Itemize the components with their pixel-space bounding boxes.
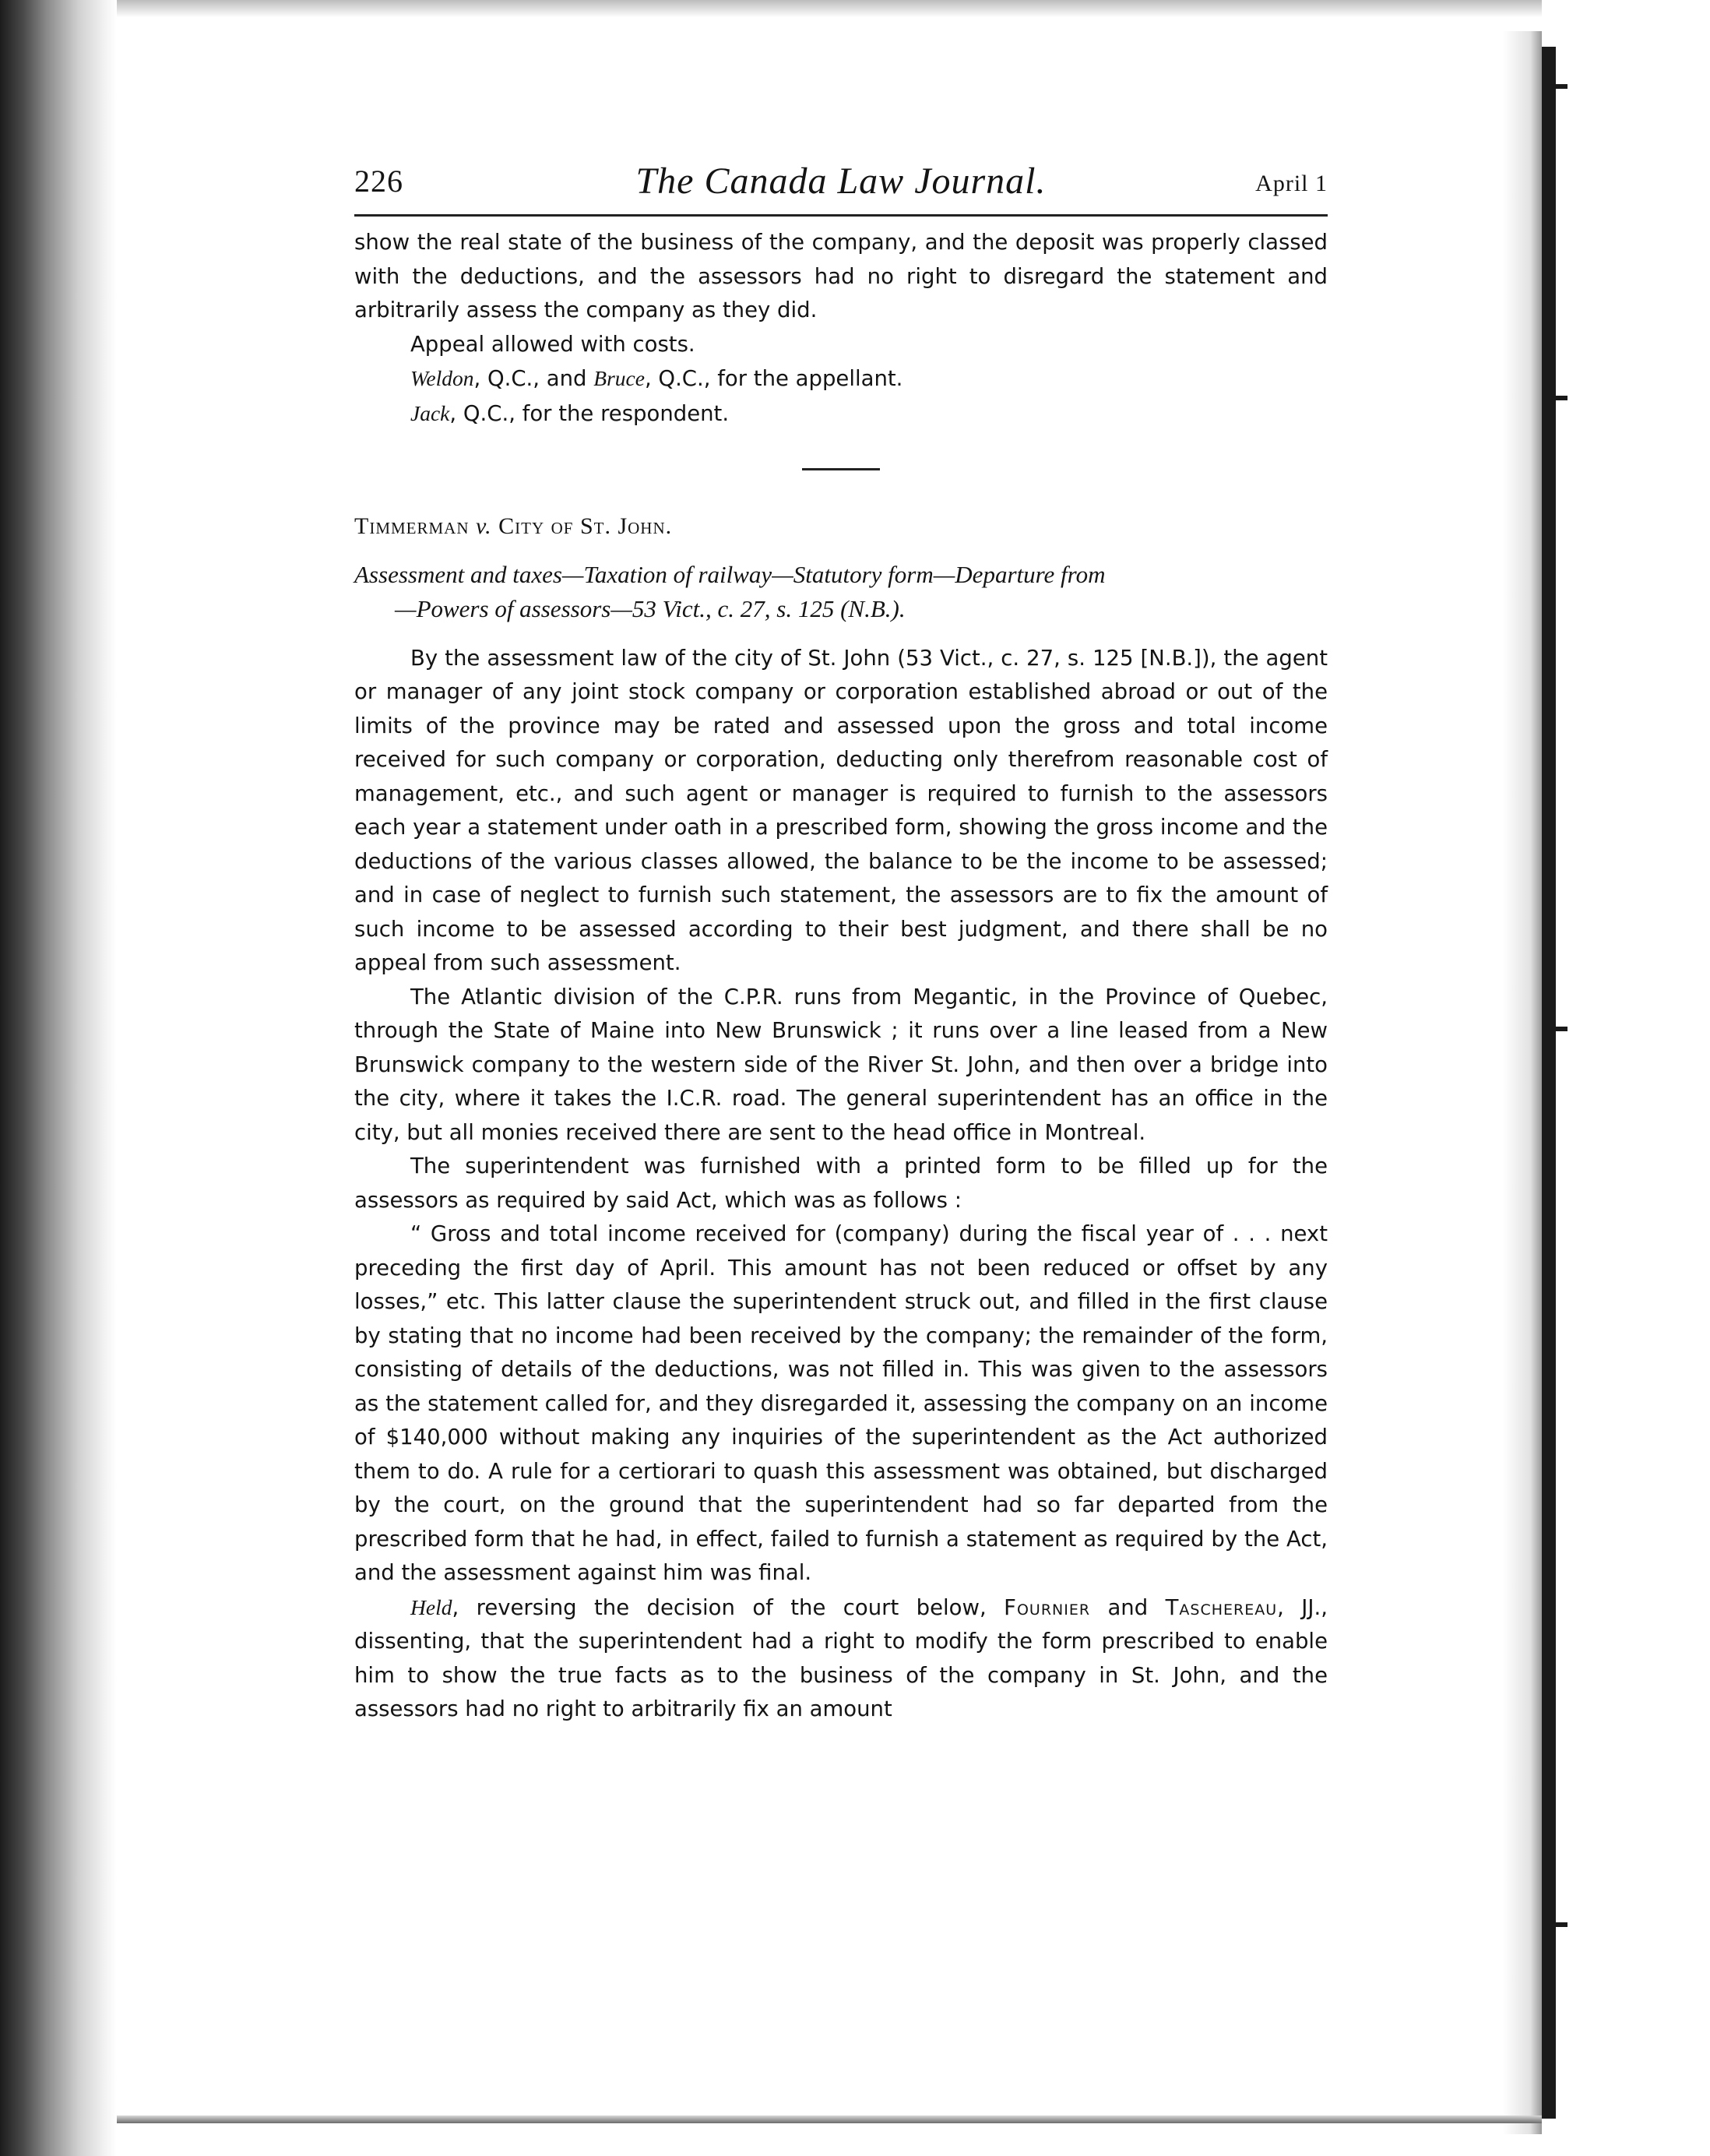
binding-shadow: [0, 0, 117, 2156]
headnote-line: —Powers of assessors—53 Vict., c. 27, s. 125 (N.B.).: [395, 594, 906, 622]
counsel-text: , Q.C., and: [473, 366, 594, 391]
counsel-name: Bruce: [593, 366, 645, 390]
outside-margin: [1556, 0, 1710, 2156]
edge-tick: [1546, 84, 1568, 89]
edge-tick: [1546, 1027, 1568, 1031]
right-page-shadow: [1503, 31, 1542, 2134]
counsel-text: , Q.C., for the appellant.: [644, 366, 903, 391]
judge-name: Taschereau: [1165, 1594, 1278, 1620]
counsel-appellant: [354, 361, 1328, 396]
paragraph-text: and: [1090, 1594, 1166, 1620]
journal-title: The Canada Law Journal.: [635, 160, 1047, 202]
page-body: [354, 226, 1328, 1727]
right-page-edge: [1542, 47, 1556, 2119]
counsel-text: , Q.C., for the respondent.: [449, 400, 730, 426]
journal-page: [354, 160, 1328, 1727]
counsel-name: Jack: [410, 400, 450, 425]
issue-date: April 1: [1255, 171, 1328, 196]
running-header: [354, 160, 1328, 217]
edge-tick: [1546, 1922, 1568, 1927]
bottom-page-edge: [117, 2115, 1542, 2123]
section-separator: [802, 468, 880, 470]
paragraph-text: , JJ., dissenting, that the superintendent had a right to modify the form prescribed to enable him to show the true facts as to the business of the company in St. John, and the assessors had no right to arbitrarily fix an amount: [354, 1594, 1328, 1721]
case-party: Timmerman: [354, 513, 470, 539]
headnote-line: Assessment and taxes—Taxation of railway—Statutory form—Departure from: [354, 560, 1106, 588]
paragraph: The Atlantic division of the C.P.R. runs from Megantic, in the Province of Quebec, through the State of Maine into New Brunswick ; it runs over a line leased from a New Brunswick company to the western side of the River St. John, and then over a bridge into the city, where it takes the I.C.R. road. The general superintendent has an office in the city, but all monies received there are sent to the head office in Montreal.: [354, 984, 1328, 1145]
page-number: 226: [354, 164, 403, 199]
case-party: City of St. John.: [498, 513, 673, 539]
paragraph-text: , reversing the decision of the court below,: [452, 1594, 1005, 1620]
headnote: [354, 558, 1328, 626]
top-page-edge: [117, 0, 1542, 17]
held-label: Held: [410, 1594, 452, 1619]
case-title: [354, 509, 1328, 544]
counsel-respondent: [354, 396, 1328, 432]
paragraph: The superintendent was furnished with a printed form to be filled up for the assessors as required by said Act, which was as follows :: [354, 1154, 1328, 1213]
paragraph: By the assessment law of the city of St. John (53 Vict., c. 27, s. 125 [N.B.]), the agent or manager of any joint stock company or corporation established abroad or out of the limits of the province may be rated and assessed upon the gross and total income received for such company or corporation, deducting only therefrom reasonable cost of management, etc., and such agent or manager is required to furnish to the assessors each year a statement under oath in a prescribed form, showing the gross income and the deductions of the various classes allowed, the balance to be the income to be assessed; and in case of neglect to furnish such statement, the assessors are to fix the amount of such income to be assessed according to their best judgment, and there shall be no appeal from such assessment.: [354, 645, 1328, 975]
case-versus: v.: [476, 513, 492, 539]
paragraph: “ Gross and total income received for (company) during the fiscal year of . . . next preceding the first day of April. This amount has not been reduced or offset by any losses,” etc. This latter clause the superintendent struck out, and filled in the first clause by stating that no income had been received by the company; the remainder of the form, consisting of details of the deductions, was not filled in. This was given to the assessors as the statement called for, and they disregarded it, assessing the company on an income of $140,000 without making any inquiries of the superintendent as the Act authorized them to do. A rule for a certiorari to quash this assessment was obtained, but discharged by the court, on the ground that the superintendent had so far departed from the prescribed form that he had, in effect, failed to furnish a statement as required by the Act, and the assessment against him was final.: [354, 1221, 1328, 1585]
judge-name: Fournier: [1004, 1594, 1091, 1620]
held-paragraph: [354, 1591, 1328, 1727]
disposition: Appeal allowed with costs.: [410, 331, 695, 357]
counsel-name: Weldon: [410, 366, 474, 390]
continued-paragraph: show the real state of the business of the company, and the deposit was properly classed with the deductions, and the assessors had no right to disregard the statement and arbitrarily assess the company as they did.: [354, 230, 1328, 322]
edge-tick: [1546, 396, 1568, 400]
